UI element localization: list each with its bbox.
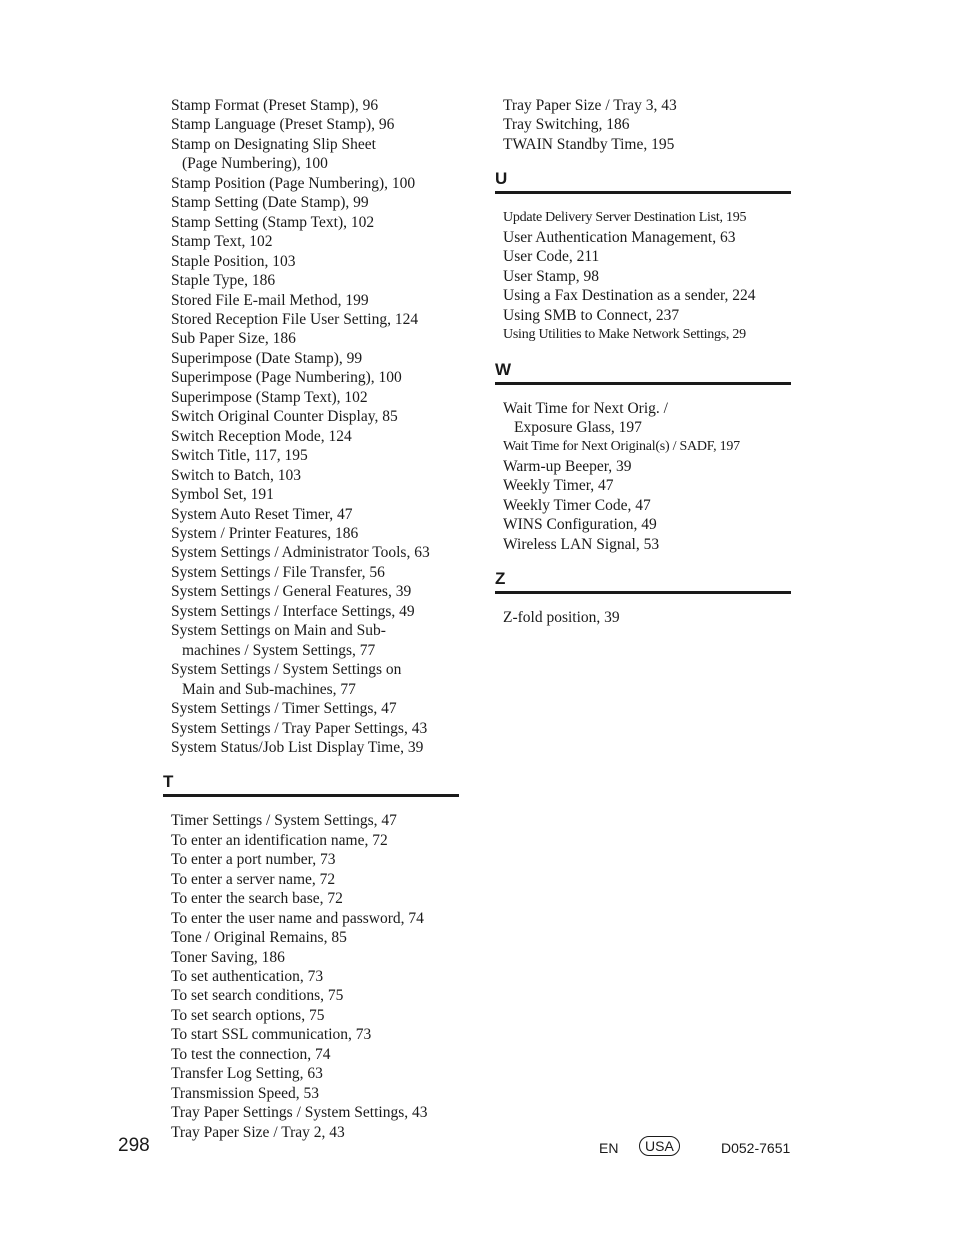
section-letter-t: T — [163, 772, 174, 792]
index-entry: To test the connection, 74 — [171, 1045, 331, 1063]
index-entries-w — [503, 399, 803, 555]
index-entry: Switch Original Counter Display, 85 — [171, 408, 398, 426]
index-entry: Using SMB to Connect, 237 — [503, 306, 680, 324]
index-entries-z — [503, 608, 803, 627]
index-entry: System / Printer Features, 186 — [171, 524, 359, 542]
index-entry: Symbol Set, 191 — [171, 486, 274, 504]
index-entry-continuation: machines / System Settings, 77 — [182, 641, 376, 659]
index-entry: System Settings / System Settings on — [171, 661, 402, 679]
index-entry: Tray Switching, 186 — [503, 116, 630, 134]
index-entry: Wait Time for Next Orig. / — [503, 399, 668, 417]
index-entries-u — [503, 208, 803, 344]
index-entry: Stored File E-mail Method, 199 — [171, 291, 369, 309]
index-entry: Update Delivery Server Destination List, 195 — [503, 210, 747, 226]
index-entry: Staple Position, 103 — [171, 252, 296, 270]
index-entry: Stamp Text, 102 — [171, 233, 273, 251]
region-badge: USA — [639, 1136, 680, 1156]
index-entry: Staple Type, 186 — [171, 272, 276, 290]
index-entry: To enter the user name and password, 74 — [171, 909, 424, 927]
index-entry: To set authentication, 73 — [171, 968, 324, 986]
index-entry: Tray Paper Size / Tray 3, 43 — [503, 97, 677, 114]
index-entry: Transfer Log Setting, 63 — [171, 1065, 323, 1083]
index-entry: Weekly Timer Code, 47 — [503, 496, 651, 514]
index-entry: Transmission Speed, 53 — [171, 1084, 319, 1102]
page-number: 298 — [118, 1135, 150, 1156]
index-entry: System Settings / Interface Settings, 49 — [171, 602, 415, 620]
index-entry: Tray Paper Size / Tray 2, 43 — [171, 1123, 345, 1141]
index-entry: System Status/Job List Display Time, 39 — [171, 738, 424, 756]
index-entry: Wait Time for Next Original(s) / SADF, 197 — [503, 439, 740, 455]
index-entry: Stamp Format (Preset Stamp), 96 — [171, 97, 379, 114]
index-entry: Toner Saving, 186 — [171, 948, 285, 966]
index-entry: WINS Configuration, 49 — [503, 516, 657, 534]
index-entry: User Authentication Management, 63 — [503, 228, 736, 246]
index-entry: To enter a port number, 73 — [171, 851, 336, 869]
section-rule — [495, 382, 791, 385]
index-entry: Sub Paper Size, 186 — [171, 330, 296, 348]
index-entry: User Stamp, 98 — [503, 267, 600, 285]
index-entry: User Code, 211 — [503, 248, 600, 266]
index-entry: Tray Paper Settings / System Settings, 43 — [171, 1104, 428, 1122]
section-letter-w: W — [495, 359, 512, 379]
index-entry: System Settings / General Features, 39 — [171, 583, 412, 601]
index-section-z — [495, 570, 803, 594]
index-section-t — [163, 773, 471, 797]
index-column-right — [495, 96, 803, 628]
index-section-u — [495, 170, 803, 194]
index-entry: TWAIN Standby Time, 195 — [503, 135, 675, 153]
index-entries-s — [171, 96, 471, 757]
index-entry: Stamp Setting (Stamp Text), 102 — [171, 213, 375, 231]
index-entry: System Settings / Administrator Tools, 63 — [171, 544, 430, 562]
index-entry: Switch to Batch, 103 — [171, 466, 302, 484]
index-entry: To enter the search base, 72 — [171, 890, 343, 908]
index-entry: Superimpose (Page Numbering), 100 — [171, 369, 402, 387]
index-entry: Switch Reception Mode, 124 — [171, 427, 352, 445]
index-entry: Stamp on Designating Slip Sheet — [171, 135, 376, 153]
index-entry-continuation: Exposure Glass, 197 — [514, 418, 642, 436]
index-entry: System Settings / Tray Paper Settings, 43 — [171, 719, 428, 737]
index-entry: Tone / Original Remains, 85 — [171, 929, 347, 947]
index-entry: System Auto Reset Timer, 47 — [171, 505, 353, 523]
index-entry: To enter a server name, 72 — [171, 870, 336, 888]
index-entry: System Settings / Timer Settings, 47 — [171, 700, 397, 718]
index-entries-t — [171, 811, 471, 1142]
index-column-left — [163, 96, 471, 1142]
index-entry-continuation: (Page Numbering), 100 — [182, 155, 328, 173]
index-entry: System Settings / File Transfer, 56 — [171, 563, 385, 581]
index-entry: Stamp Position (Page Numbering), 100 — [171, 174, 416, 192]
section-letter-u: U — [495, 169, 508, 189]
index-entry: Superimpose (Stamp Text), 102 — [171, 388, 368, 406]
section-rule — [163, 794, 459, 797]
index-entry: Stamp Language (Preset Stamp), 96 — [171, 116, 395, 134]
index-entry: Weekly Timer, 47 — [503, 477, 614, 495]
section-letter-z: Z — [495, 569, 506, 589]
index-entry: Warm-up Beeper, 39 — [503, 457, 632, 475]
index-entry: Stored Reception File User Setting, 124 — [171, 310, 419, 328]
index-entry: Stamp Setting (Date Stamp), 99 — [171, 194, 369, 212]
index-entry: Using Utilities to Make Network Settings, 29 — [503, 327, 746, 343]
document-code: D052-7651 — [721, 1140, 791, 1156]
index-entry: To set search options, 75 — [171, 1006, 325, 1024]
index-entry: System Settings on Main and Sub- — [171, 622, 386, 640]
index-entry: Superimpose (Date Stamp), 99 — [171, 349, 363, 367]
section-rule — [495, 191, 791, 194]
index-entry: Wireless LAN Signal, 53 — [503, 535, 660, 553]
index-entry: Switch Title, 117, 195 — [171, 447, 308, 465]
language-code: EN — [599, 1140, 619, 1156]
index-entry: To enter an identification name, 72 — [171, 831, 388, 849]
index-entry: To set search conditions, 75 — [171, 987, 344, 1005]
index-entries-t-cont — [503, 96, 803, 154]
index-section-w — [495, 361, 803, 385]
index-entry: To start SSL communication, 73 — [171, 1026, 372, 1044]
index-entry: Z-fold position, 39 — [503, 609, 620, 627]
index-entry-continuation: Main and Sub-machines, 77 — [182, 680, 356, 698]
index-entry: Timer Settings / System Settings, 47 — [171, 812, 397, 830]
index-entry: Using a Fax Destination as a sender, 224 — [503, 287, 756, 305]
section-rule — [495, 591, 791, 594]
